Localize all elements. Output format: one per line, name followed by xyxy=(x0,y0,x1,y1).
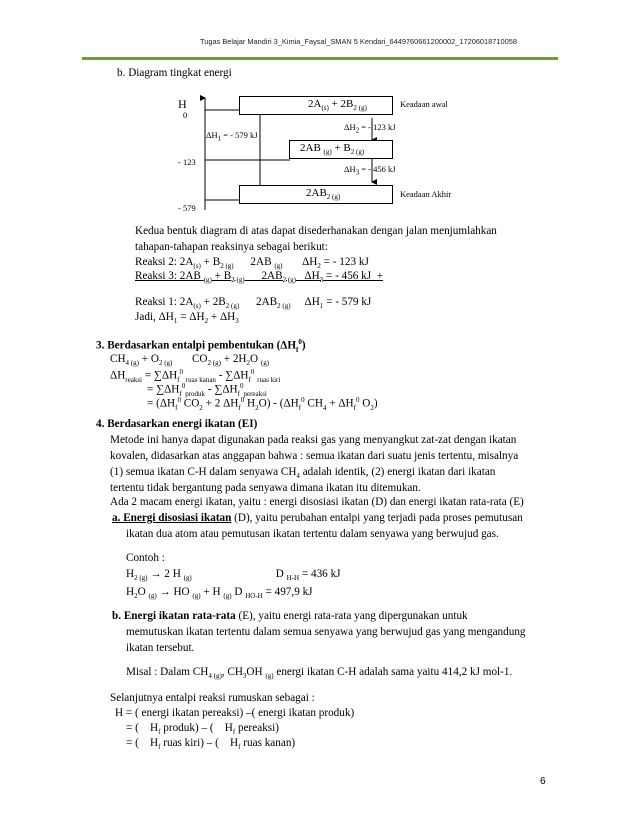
para-line-1: Kedua bentuk diagram di atas dapat disederhanakan dengan jalan menjumlahkan xyxy=(135,225,497,237)
box-initial-state xyxy=(239,96,393,115)
level-label-0: 0 xyxy=(183,110,188,120)
s3-line-1: $\Delta H_{reaksi} = \sum\Delta H_f^0$ $_{ruas kanan} - \sum\Delta H_f^0$ $_{ruas kiri}$ xyxy=(110,368,281,384)
reaksi-2: Reaksi 2: $2A_{(s)} + B_{2 (g)}$ 2AB $_{(g)}$ $\Delta H_2$ = - 123 kJ xyxy=(135,256,369,271)
section-4-title: 4. Berdasarkan energi ikatan (EI) xyxy=(96,418,258,430)
s4-para-3: (1) semua ikatan C-H dalam senyawa $CH_4$ adalah identik, (2) energi ikatan dari ikatan xyxy=(110,466,496,481)
level-label-123: - 123 xyxy=(178,157,196,167)
contoh-1: $H_{2 (g)} \to 2$ H $_{(g)}$ D $_{H-H}$ = 436 kJ xyxy=(126,568,341,583)
b-line-2: memutuskan ikatan tertentu dalam semua senyawa yang berwujud gas yang mengandung xyxy=(126,626,526,638)
contoh-2: $H_2O$ $_{(g)}$ → HO $_{(g)}$ + H $_{(g)}$ D $_{HO-H}$ = 497,9 kJ xyxy=(126,586,313,601)
axis-label-h: H xyxy=(178,97,187,111)
box-final-text: $2AB_{2 (g)}$ xyxy=(306,187,341,202)
reaksi-1: Reaksi 1: $2A_{(s)} + 2B_{2 (g)}$ $2AB_{2 (g)}$ $\Delta H_1$ = - 579 kJ xyxy=(135,296,372,311)
a-rest: (D), yaitu perubahan entalpi yang terjadi pada proses pemutusan xyxy=(231,512,523,524)
box-final-state xyxy=(239,185,393,204)
diagram-heading: b. Diagram tingkat energi xyxy=(117,67,232,79)
b-heading xyxy=(112,610,468,622)
s4-para-2: kovalen, didasarkan atas anggapan bahwa : semua ikatan dari suatu jenis tertentu, misalnya xyxy=(110,450,519,462)
s3-equation: $CH_{4 (g)} + O_{2 (g)}$ $CO_{2 (g)} + 2H_2O$ $_{(g)}$ xyxy=(110,353,270,368)
selanjutnya-line: Selanjutnya entalpi reaksi rumuskan sebagai : xyxy=(110,692,315,704)
label-keadaan-akhir: Keadaan Akhir xyxy=(400,189,452,199)
s3-line-3: = ($\Delta H_f^0$ $CO_2 + 2$ $\Delta H_f^0$ $H_2O) - (\Delta H_f^0$ $CH_4 + \Delta H_f^0$ $O_2$) xyxy=(147,396,378,412)
para-line-2: tahapan-tahapan reaksinya sebagai berikut: xyxy=(135,241,328,253)
misal-line: Misal : Dalam $CH_{4 (g)}$, $CH_3OH$ $_{(g)}$ energi ikatan C-H adalah sama yaitu 414,2 kJ mol-1. xyxy=(126,666,513,681)
page-number: 6 xyxy=(540,776,546,787)
header-rule xyxy=(82,57,558,60)
a-title: a. Energi disosiasi ikatan xyxy=(112,512,232,524)
dh1-label: $\Delta H_1$ = - 579 kJ xyxy=(206,130,258,143)
section-3-title: 3. Berdasarkan entalpi pembentukan $(\Delta H_f^0)$ xyxy=(96,338,306,354)
reaksi-3: Reaksi 3: 2AB $_{(g)} + B_{2 (g)}$ $2AB_{2 (g)}$ $\Delta H_3$ = - 456 kJ + xyxy=(135,270,384,285)
s4-ada: Ada 2 macam energi ikatan, yaitu : energi disosiasi ikatan (D) dan energi ikatan rata-rata (E) xyxy=(110,496,524,508)
b-rest: (E), yaitu energi rata-rata yang dipergunakan untuk xyxy=(235,610,468,622)
box-intermediate-state xyxy=(289,140,393,159)
s4-para-4: tertentu tidak bergantung pada senyawa dimana ikatan itu ditemukan. xyxy=(110,482,421,494)
b-line-3: ikatan tersebut. xyxy=(126,642,195,654)
dh2-label: $\Delta H_2$ = - 123 kJ xyxy=(344,122,396,135)
box-intermediate-text: 2AB $_{(g)} + B_{2 (g)}$ xyxy=(300,142,365,157)
formula-2: = ( $H_f$ produk) – ( $H_f$ pereaksi) xyxy=(126,722,279,737)
label-keadaan-awal: Keadaan awal xyxy=(400,99,448,109)
contoh-label: Contoh : xyxy=(126,552,165,564)
page-header: Tugas Belajar Mandiri 3_Kimia_Faysal_SMAN 5 Kendari_6449760661200002_17206018710058 xyxy=(200,37,517,46)
jadi-line: Jadi, $\Delta H_1 = \Delta H_2 + \Delta H_3$ xyxy=(135,311,239,326)
formula-3: = ( $H_f$ ruas kiri) – ( $H_f$ ruas kanan) xyxy=(126,737,296,752)
b-title: b. Energi ikatan rata-rata xyxy=(112,610,236,622)
box-initial-text: $2A_{(s)} + 2B_{2 (g)}$ xyxy=(308,98,367,113)
dh3-label: $\Delta H_3$ = - 456 kJ xyxy=(344,164,396,177)
a-line-2: ikatan dua atom atau pemutusan ikatan tertentu dalam senyawa yang berwujud gas. xyxy=(126,528,499,540)
s3-line-2: = $\sum\Delta H_f^0_{produk} - \sum\Delta H_f^0_{pereaksi}$ xyxy=(147,382,267,398)
formula-1: H = ( energi ikatan pereaksi) –( energi ikatan produk) xyxy=(115,707,355,719)
a-heading xyxy=(112,512,523,524)
level-label-579: - 579 xyxy=(178,203,196,213)
s4-para-1: Metode ini hanya dapat digunakan pada reaksi gas yang menyangkut zat-zat dengan ikatan xyxy=(110,434,517,446)
